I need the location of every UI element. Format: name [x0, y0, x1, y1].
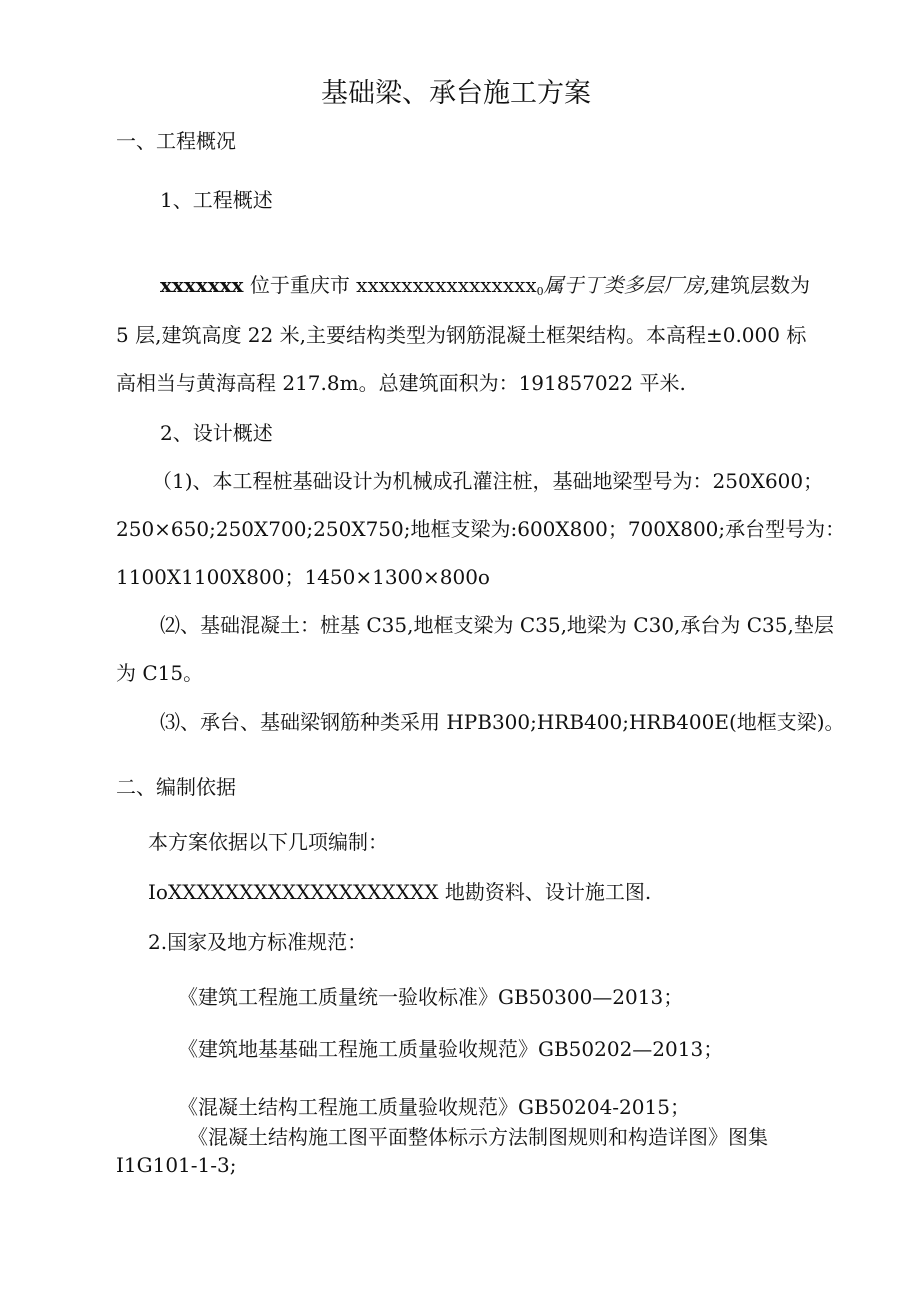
design-item-1-line-3: 1100X1100X800；1450×1300×800o: [116, 565, 490, 589]
project-class: 属于丁类多层厂房,: [543, 273, 711, 297]
project-location: 位于重庆市 xxxxxxxxxxxxxxxx: [249, 273, 537, 297]
overview-line-3: 高相当与黄海高程 217.8m。总建筑面积为：191857022 平米.: [116, 371, 686, 395]
standard-item-continuation: I1G101-1-3;: [116, 1153, 237, 1177]
design-item-2-line-2: 为 C15。: [116, 661, 204, 685]
design-item-1-line-1: （1)、本工程桩基础设计为机械成孔灌注桩，基础地梁型号为：250X600；: [152, 469, 824, 493]
section-heading-overview: 一、工程概况: [116, 129, 236, 153]
standard-item: 《混凝土结构工程施工质量验收规范》GB50204-2015；: [178, 1095, 690, 1119]
overview-line-1: [160, 272, 810, 305]
standard-item: 《建筑工程施工质量统一验收标准》GB50300—2013；: [178, 985, 684, 1009]
basis-item-2: 2.国家及地方标准规范：: [148, 930, 368, 954]
standard-item: 《混凝土结构施工图平面整体标示方法制图规则和构造详图》图集: [188, 1125, 768, 1149]
overview-rest: 建筑层数为: [710, 273, 811, 297]
overview-line-2: 5 层,建筑高度 22 米,主要结构类型为钢筋混凝土框架结构。本高程±0.000 标: [116, 323, 807, 347]
standard-item: 《建筑地基基础工程施工质量验收规范》GB50202—2013；: [178, 1037, 724, 1061]
basis-intro: 本方案依据以下几项编制：: [148, 830, 388, 854]
design-item-3: ⑶、承台、基础梁钢筋种类采用 HPB300;HRB400;HRB400E(地框支梁)。: [160, 710, 845, 734]
page-title: 基础梁、承台施工方案: [321, 78, 591, 109]
subheading-design-overview: 2、设计概述: [160, 421, 273, 445]
basis-item-1: IoXXXXXXXXXXXXXXXXXXX 地勘资料、设计施工图.: [148, 880, 652, 904]
design-item-2-line-1: ⑵、基础混凝土：桩基 C35,地框支梁为 C35,地梁为 C30,承台为 C35,垫层: [160, 613, 834, 637]
subheading-project-overview: 1、工程概述: [160, 188, 273, 212]
section-heading-basis: 二、编制依据: [116, 775, 236, 799]
project-name: xxxxxxx: [160, 273, 244, 297]
subscript-mark: 0: [536, 285, 544, 298]
design-item-1-line-2: 250×650;250X700;250X750;地框支梁为:600X800；700X800;承台型号为：: [116, 517, 846, 541]
